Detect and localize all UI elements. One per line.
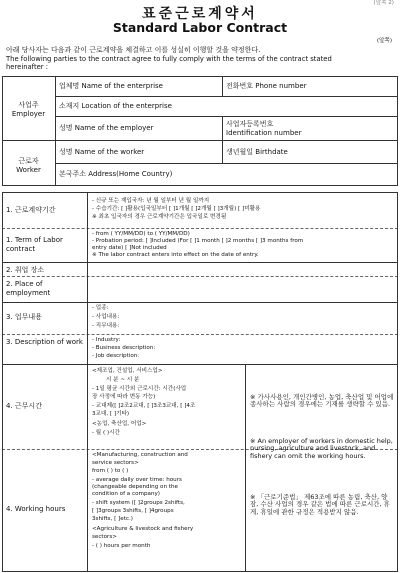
- page-title-en: Standard Labor Contract: [112, 20, 288, 35]
- worker-label-en: Worker: [16, 166, 41, 174]
- section4-en-line9[interactable]: 3shifts, [ ]etc.): [92, 516, 133, 522]
- employer-name-field[interactable]: 성명 Name of the employer: [59, 124, 154, 132]
- enterprise-location-field[interactable]: 소재지 Location of the enterprise: [59, 102, 172, 110]
- section1-ko-line2[interactable]: - 수습기간: [ ]활용(입국일부터 [ ]1개월 [ ]2개월 [ ]3개월) [ ]미활용: [92, 206, 261, 212]
- page-title-ko: 표준근로계약서: [142, 6, 258, 22]
- section1-ko-line1: - 신규 또는 재입국자: 년 월 일부터 년 월 일까지: [92, 198, 210, 204]
- section3-label-ko: 3. 업무내용: [6, 313, 42, 321]
- section3-ko-line3[interactable]: - 직무내용:: [92, 323, 120, 329]
- section4-en-line1: <Manufacturing, construction and: [92, 452, 188, 458]
- section3-en-line3[interactable]: - Job description:: [92, 353, 140, 359]
- section4-ko-line7: <농업, 축산업, 어업>: [92, 421, 147, 427]
- section3-en-line1[interactable]: - Industry:: [92, 337, 121, 343]
- section4-label-ko: 4. 근무시간: [6, 402, 42, 410]
- section4-en-line7[interactable]: - shift system ([ ]2groups 2shifts,: [92, 500, 185, 506]
- section1-label-en: 1. Term of Labor contract: [6, 236, 63, 253]
- section3-label-en: 3. Description of work: [6, 338, 83, 346]
- section1-en-line1: - from ( YY/MM/DD) to ( YY/MM/DD): [92, 231, 190, 237]
- section1-en-line2[interactable]: - Probation period: [ ]Included (For [ ]1 month [ ]2 months [ ]3 months from: [92, 238, 304, 244]
- business-id-field-en: Identification number: [226, 129, 302, 137]
- section4-en-line8[interactable]: [ ]3groups 3shifts, [ ]4groups: [92, 508, 174, 514]
- section4-en-line4[interactable]: - average daily over time: hours: [92, 477, 182, 483]
- section3-ko-line1[interactable]: - 업종:: [92, 305, 109, 311]
- section4-en-line12[interactable]: - ( ) hours per month: [92, 543, 151, 549]
- intro-en-1: The following parties to the contract agree to fully comply with the terms of the contract stated: [6, 55, 332, 63]
- section3-ko-line2[interactable]: - 사업내용:: [92, 314, 120, 320]
- section4-ko-line5[interactable]: - 교대제([ ]2조2교대, [ ]3조3교대, [ ]4조: [92, 403, 196, 409]
- section4-ko-line2[interactable]: 시 분 ~ 시 분: [106, 377, 140, 383]
- section1-label-ko: 1. 근로계약기간: [6, 206, 56, 214]
- top-corner-label: (앞쪽 2): [373, 0, 394, 6]
- section4-ko-line1: <제조업, 건설업, 서비스업>: [92, 368, 163, 374]
- business-id-field[interactable]: 사업자등록번호: [226, 120, 274, 128]
- section4-en-line5: (changeable depending on the: [92, 484, 178, 490]
- section4-ko-line6[interactable]: 3교대, [ ]기타): [92, 411, 130, 417]
- worker-name-field[interactable]: 성명 Name of the worker: [59, 148, 145, 156]
- section2-label-en: 2. Place of employment: [6, 280, 51, 297]
- page-side-mark: (앞쪽): [376, 38, 392, 44]
- section4-ko-line4: 장 사정에 따라 변동 가능): [92, 394, 156, 400]
- section3-en-line2[interactable]: - Business description:: [92, 345, 156, 351]
- section4-label-en: 4. Working hours: [6, 505, 66, 513]
- section4-en-line10: <Agriculture & livestock and fishery: [92, 526, 194, 532]
- section4-en-line2: service sectors>: [92, 460, 139, 466]
- section4-ko-line8[interactable]: - 월 ( )시간: [92, 430, 120, 436]
- section1-en-line3[interactable]: entry date) [ ]Not included: [92, 245, 167, 251]
- place-of-employment-field[interactable]: [88, 263, 396, 301]
- worker-label-ko: 근로자: [18, 157, 39, 165]
- section4-en-note: ※ An employer of workers in domestic help, nursing, agriculture and livestock, and fishery can omit the working hours.: [250, 437, 393, 460]
- phone-field[interactable]: 전화번호 Phone number: [226, 82, 307, 90]
- section4-ko-line3[interactable]: - 1일 평균 시간외 근로시간: 시간(사업: [92, 386, 187, 392]
- home-address-field[interactable]: 본국주소 Address(Home Country): [59, 170, 173, 178]
- section4-ko-note2: ※ 「근로기준법」 제63조에 따른 농림, 축산, 양잠, 수산 사업의 경우 같은 법에 따른 근로시간, 휴게, 휴일에 관한 규정은 적용받지 않음.: [250, 493, 390, 516]
- section4-ko-note1: ※ 가사사용인, 개인간병인, 농업, 축산업 및 어업에 종사하는 사람의 경우에는 기재를 생략할 수 있음.: [250, 393, 394, 409]
- section4-en-line3[interactable]: from ( ) to ( ): [92, 468, 129, 474]
- section1-en-line4: ※ The labor contract enters into effect on the date of entry.: [92, 252, 259, 258]
- employer-label-ko: 사업주: [18, 101, 39, 109]
- intro-en-2: hereinafter :: [6, 63, 49, 71]
- section2-label-ko: 2. 취업 장소: [6, 266, 45, 274]
- birthdate-field[interactable]: 생년월일 Birthdate: [226, 148, 288, 156]
- section4-en-line6: condition of a company): [92, 491, 160, 497]
- section1-ko-line3: ※ 최초 입국자의 경우 근로계약기간은 입국일로 변경됨: [92, 214, 227, 220]
- section4-en-line11: sectors>: [92, 534, 117, 540]
- employer-label-en: Employer: [11, 110, 46, 118]
- enterprise-name-field[interactable]: 업체명 Name of the enterprise: [59, 82, 163, 90]
- intro-ko: 아래 당사자는 다음과 같이 근로계약을 체결하고 이를 성실히 이행할 것을 약정한다.: [6, 46, 261, 54]
